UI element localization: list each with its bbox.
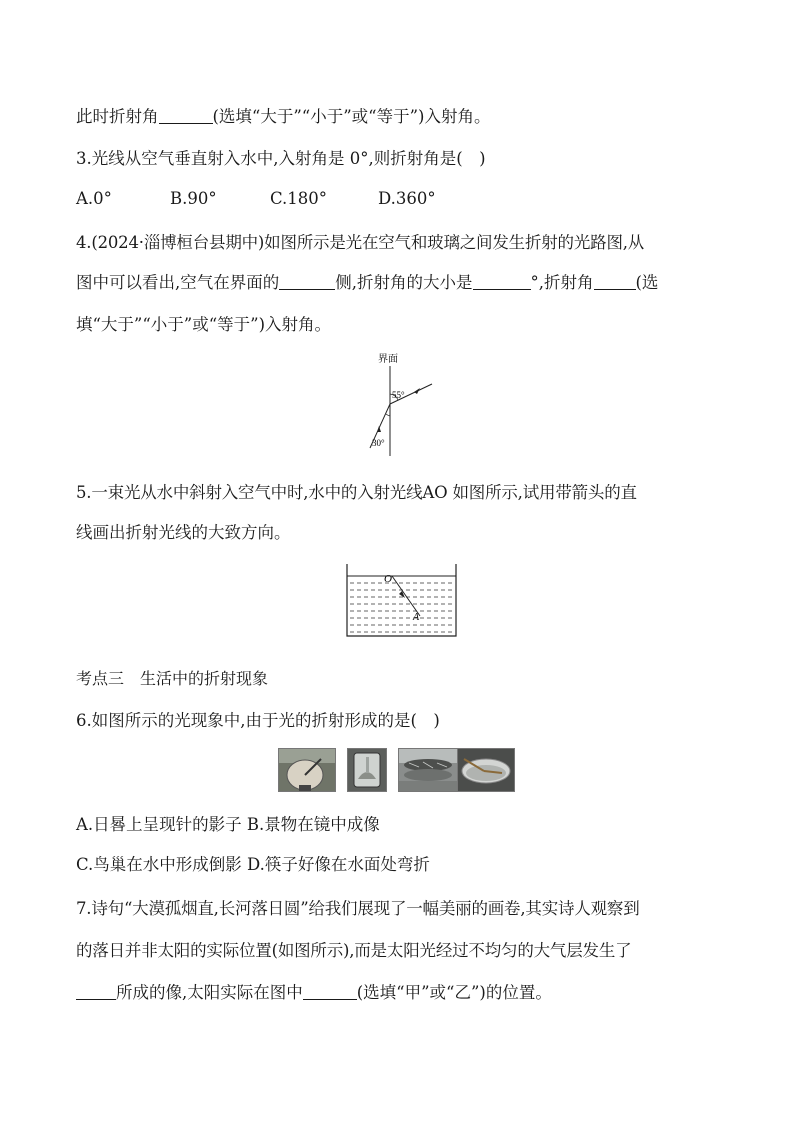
q4-line-1: 4.(2024·淄博桓台县期中)如图所示是光在空气和玻璃之间发生折射的光路图,从 [76,233,645,252]
q2-tail-text-before: 此时折射角 [76,107,159,126]
section-3-title: 考点三 生活中的折射现象 [76,669,269,688]
chopsticks-in-water-photo [457,748,515,792]
ray-lower-arrow [377,426,381,432]
sundial-photo [278,748,336,792]
q4-line-2 [76,272,658,294]
q4-line2-text-d: (选 [635,273,659,292]
q7-line-1: 7.诗句“大漠孤烟直,长河落日圆”给我们展现了一幅美丽的画卷,其实诗人观察到 [76,899,640,918]
q4-angle-blank[interactable] [473,273,531,290]
q7-position-blank[interactable] [303,983,357,1000]
q4-line-3: 填“大于”“小于”或“等于”)入射角。 [76,315,332,334]
q4-compare-blank[interactable] [594,273,636,290]
q6-options-line-1[interactable]: A.日晷上呈现针的影子 B.景物在镜中成像 [76,815,380,834]
interface-label: 界面 [378,354,398,365]
mirror-photo [347,748,387,792]
q4-refraction-diagram [360,348,450,458]
q4-line2-text-c: °,折射角 [530,273,594,292]
point-o-label: O [384,573,392,585]
angle-arc-bottom [386,414,390,416]
angle-label-top: 55° [392,390,405,400]
ray-upper-arrow [414,388,420,394]
q6-stem: 6.如图所示的光现象中,由于光的折射形成的是( ) [76,711,440,730]
q4-side-blank[interactable] [279,273,335,290]
q7-line-2: 的落日并非太阳的实际位置(如图所示),而是太阳光经过不均匀的大气层发生了 [76,941,632,960]
point-a-label: A [413,612,420,623]
q7-line-3 [76,982,552,1004]
q7-line3-text-c: (选填“甲”或“乙”)的位置。 [356,983,552,1002]
q3-option-c[interactable]: C.180° [270,189,328,208]
q7-line3-text-b: 所成的像,太阳实际在图中 [116,983,303,1002]
q2-tail-line [76,106,491,128]
angle-label-bottom: 30° [372,438,385,448]
q7-phenomenon-blank[interactable] [76,983,116,1000]
q5-line-1: 5.一束光从水中斜射入空气中时,水中的入射光线AO 如图所示,试用带箭头的直 [76,483,637,502]
q6-options-line-2[interactable]: C.鸟巢在水中形成倒影 D.筷子好像在水面处弯折 [76,855,430,874]
q5-line-2: 线画出折射光线的大致方向。 [76,523,291,542]
q4-line2-text-a: 图中可以看出,空气在界面的 [76,273,280,292]
q3-option-d[interactable]: D.360° [378,189,436,208]
q2-tail-text-after: (选填“大于”“小于”或“等于”)入射角。 [212,107,491,126]
q3-option-a[interactable]: A.0° [76,189,112,208]
q3-stem: 3.光线从空气垂直射入水中,入射角是 0°,则折射角是( ) [76,149,486,168]
q5-water-tank-diagram [344,562,460,640]
incident-ray-ao [392,576,420,616]
q4-line2-text-b: 侧,折射角的大小是 [335,273,473,292]
q2-answer-blank[interactable] [159,107,213,124]
q3-option-b[interactable]: B.90° [170,189,217,208]
birds-nest-reflection-photo [398,748,458,792]
